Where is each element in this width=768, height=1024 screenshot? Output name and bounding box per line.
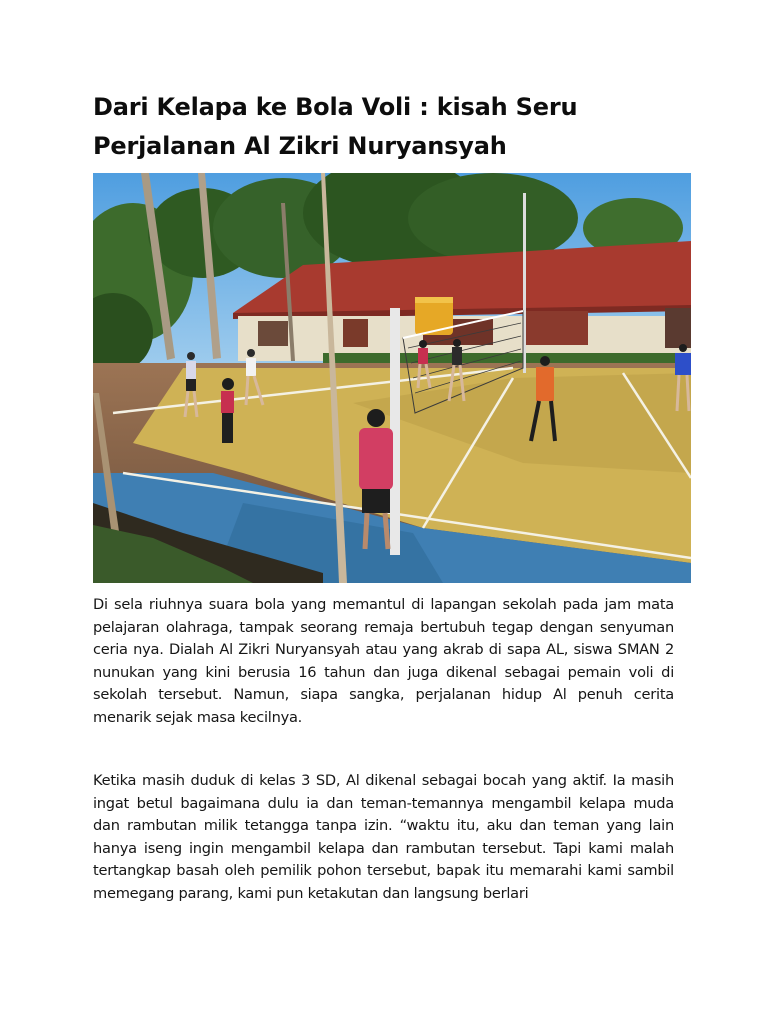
water-tank (415, 297, 453, 335)
article-title: Dari Kelapa ke Bola Voli : kisah Seru Perjalanan Al Zikri Nuryansyah (93, 93, 578, 160)
article-paragraph-2: Ketika masih duduk di kelas 3 SD, Al dikenal sebagai bocah yang aktif. Ia masih ingat betul bagaimana dulu ia dan teman-temannya mengambil kelapa muda dan rambutan milik tetangga tanpa izin. “waktu itu, aku dan teman yang lain hanya iseng ingin mengambil kelapa dan rambutan tersebut. Tapi kami malah tertangkap basah oleh pemilik pohon tersebut, bapak itu memarahi kami sambil memegang parang, kami pun ketakutan dan langsung berlari (93, 772, 674, 902)
article-paragraph-1: Di sela riuhnya suara bola yang memantul di lapangan sekolah pada jam mata pelajaran olahraga, tampak seorang remaja bertubuh tegap dengan senyuman ceria nya. Dialah Al Zikri Nuryansyah atau yang akrab di sapa AL, siswa SMAN 2 nunukan yang kini berusia 16 tahun dan juga dikenal sebagai pemain voli di sekolah tersebut. Namun, siapa sangka, perjalanan hidup Al penuh cerita menarik sejak masa kecilnya. (93, 596, 674, 726)
article-photo (93, 173, 691, 583)
volleyball-court-illustration (93, 173, 691, 583)
